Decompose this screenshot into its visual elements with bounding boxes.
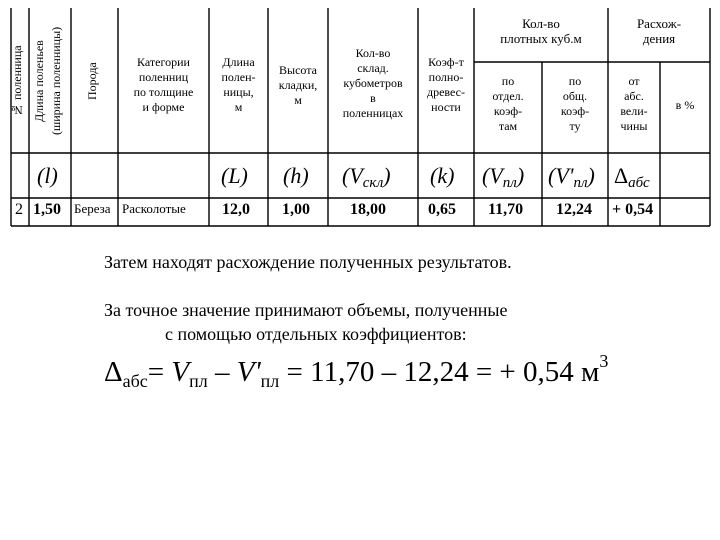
symbol-v-pl: $(V_{пл})$ — [482, 163, 525, 191]
header-log-length: Длина поленьев — [32, 40, 46, 122]
cell-deviation-abs: + 0,54 — [612, 201, 654, 218]
cell-no: 2 — [15, 201, 23, 218]
cell-length: 12,0 — [222, 201, 250, 218]
header-deviation-group: Расхож- дения — [636, 16, 682, 46]
header-abs-value: от абс. вели- чины — [620, 74, 648, 133]
header-by-separate: по отдел. коэф- там — [492, 74, 524, 133]
cell-dense-separate: 11,70 — [488, 201, 524, 218]
symbol-L: (L) — [221, 163, 248, 188]
deviation-formula: $\Delta_{абс}= V_{пл} - V'_{пл} = 11,70 - 12,24$ = + 0,54 $м^3$ — [104, 351, 609, 391]
header-categories: Категории поленниц по толщине и форме — [133, 55, 194, 114]
text-line-2: За точное значение принимают объемы, полученные — [104, 300, 508, 320]
header-volume: Кол-во склад. кубометров в поленницах — [342, 46, 404, 120]
text-line-1: Затем находят расхождение полученных результатов. — [104, 252, 512, 272]
cell-dense-general: 12,24 — [556, 201, 592, 218]
symbol-v-pl-general: $(V'_{пл})$ — [548, 163, 595, 191]
header-percent: в % — [675, 98, 695, 112]
cell-category: Расколотые — [122, 201, 186, 216]
header-by-general: по общ. коэф- ту — [560, 74, 590, 133]
symbol-k: (k) — [430, 163, 455, 188]
cell-coef: 0,65 — [428, 201, 456, 218]
cell-species: Береза — [74, 201, 111, 216]
cell-log-length: 1,50 — [33, 201, 61, 218]
symbol-l: (l) — [37, 163, 58, 188]
header-log-length-sub: (ширина поленницы) — [49, 26, 63, 136]
header-species: Порода — [85, 62, 99, 100]
symbol-v-skl: $(V_{скл})$ — [342, 163, 391, 191]
cell-height: 1,00 — [282, 201, 310, 218]
header-dense-group: Кол-во плотных куб.м — [500, 16, 582, 46]
cell-volume: 18,00 — [350, 201, 386, 218]
header-length: Длина полен- ницы, м — [221, 55, 256, 114]
header-pile-no: № поленница — [10, 45, 24, 117]
header-coef: Коэф-т полно- древес- ности — [427, 55, 465, 114]
symbol-h: (h) — [283, 163, 309, 188]
symbol-delta-abs: $\Delta_{абс}$ — [614, 163, 650, 191]
text-line-3: с помощью отдельных коэффициентов: — [165, 324, 467, 344]
header-height: Высота кладки, м — [278, 63, 318, 107]
